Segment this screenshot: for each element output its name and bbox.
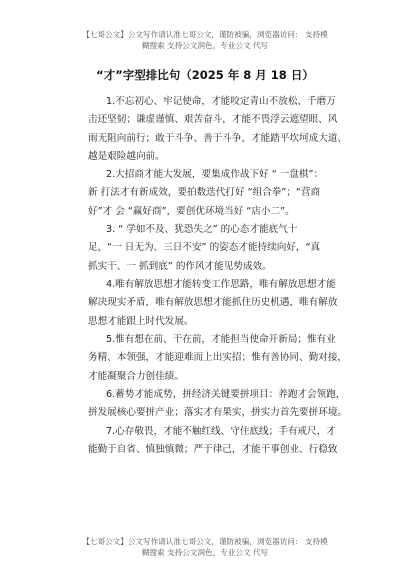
paragraph-line: 拼发展核心要拼产业；落实才有果实，拼实力首先要拼环境。 <box>88 407 348 419</box>
footer-line-2: 糊搜索 支持公文润色，专业公文 代写 <box>141 547 269 557</box>
paragraph-line: 2.大招商才能大发展，要集成作战下好 “ 一盘棋”： <box>106 169 324 180</box>
paragraph-line: 解决现实矛盾，唯有解放思想才能抓住历史机遇，唯有解放 <box>88 297 338 309</box>
footer-line-1: 【七哥公文】公文写作请认准七哥公文，谨防被骗，浏览器访问： 支持模 <box>82 537 328 546</box>
paragraph-line: 1.不忘初心、牢记使命，才能咬定青山不放松、千磨万 <box>106 96 336 107</box>
page-header-notice <box>0 30 410 51</box>
paragraph-2 <box>88 166 364 221</box>
paragraph-line: 才能凝聚合力创佳绩。 <box>88 370 184 382</box>
paragraph-line: 6.蓄势才能成势，拼经济关键要拼项目：养跑才会领跑， <box>106 389 346 400</box>
paragraph-6 <box>88 386 364 423</box>
paragraph-line: 5.惟有想在前、干在前，才能担当使命开新局；惟有业 <box>106 334 336 345</box>
document-title: “才”字型排比句（2025 年 8 月 18 日） <box>96 68 314 82</box>
header-line-1: 【七哥公文】公文写作请认准七哥公文，谨防被骗，浏览器访问： 支持模 <box>82 30 328 39</box>
paragraph-line: 务精、本领强，才能迎难而上出实招；惟有善协同、勤对接， <box>88 352 348 364</box>
paragraph-line: 足，“一 日无为、三日不安” 的姿态才能持续向好，“真 <box>88 242 321 254</box>
paragraph-4 <box>88 276 364 331</box>
paragraph-line: 雨无阻向前行；敢于斗争、善于斗争，才能踏平坎坷成大道、 <box>88 132 348 144</box>
paragraph-line: 抓实干、一 抓到底” 的作风才能见势成效。 <box>88 260 272 272</box>
paragraph-line: 4.唯有解放思想才能转变工作思路，唯有解放思想才能 <box>106 279 336 290</box>
paragraph-line: 新 打法才有新成效，要拍数迭代打好 “组合拳”；“营商 <box>88 187 321 199</box>
paragraph-line: 击还坚韧；谦虚谨慎、艰苦奋斗，才能不畏浮云遮望眼、风 <box>88 114 338 126</box>
paragraph-5 <box>88 331 364 386</box>
paragraph-line: 好”才 会 “赢好商”，要创优环境当好 “店小二”。 <box>88 205 295 217</box>
paragraph-line: 越是艰险越向前。 <box>88 151 165 163</box>
paragraph-3 <box>88 221 364 276</box>
paragraph-1 <box>88 93 364 167</box>
paragraph-line: 能勤于自省、慎独慎微；严于律己，才能干事创业、行稳致 <box>88 444 338 456</box>
paragraph-7 <box>88 423 364 460</box>
paragraph-line: 7.心存敬畏，才能不触红线、守住底线；手有戒尺，才 <box>106 426 336 437</box>
paragraph-line: 3. “ 学如不及、犹恐失之” 的心态才能底气十 <box>106 224 298 235</box>
page-footer-notice <box>0 537 410 558</box>
paragraph-line: 思想才能跟上时代发展。 <box>88 315 194 327</box>
header-line-2: 糊搜索 支持公文润色，专业公文 代写 <box>141 40 269 50</box>
